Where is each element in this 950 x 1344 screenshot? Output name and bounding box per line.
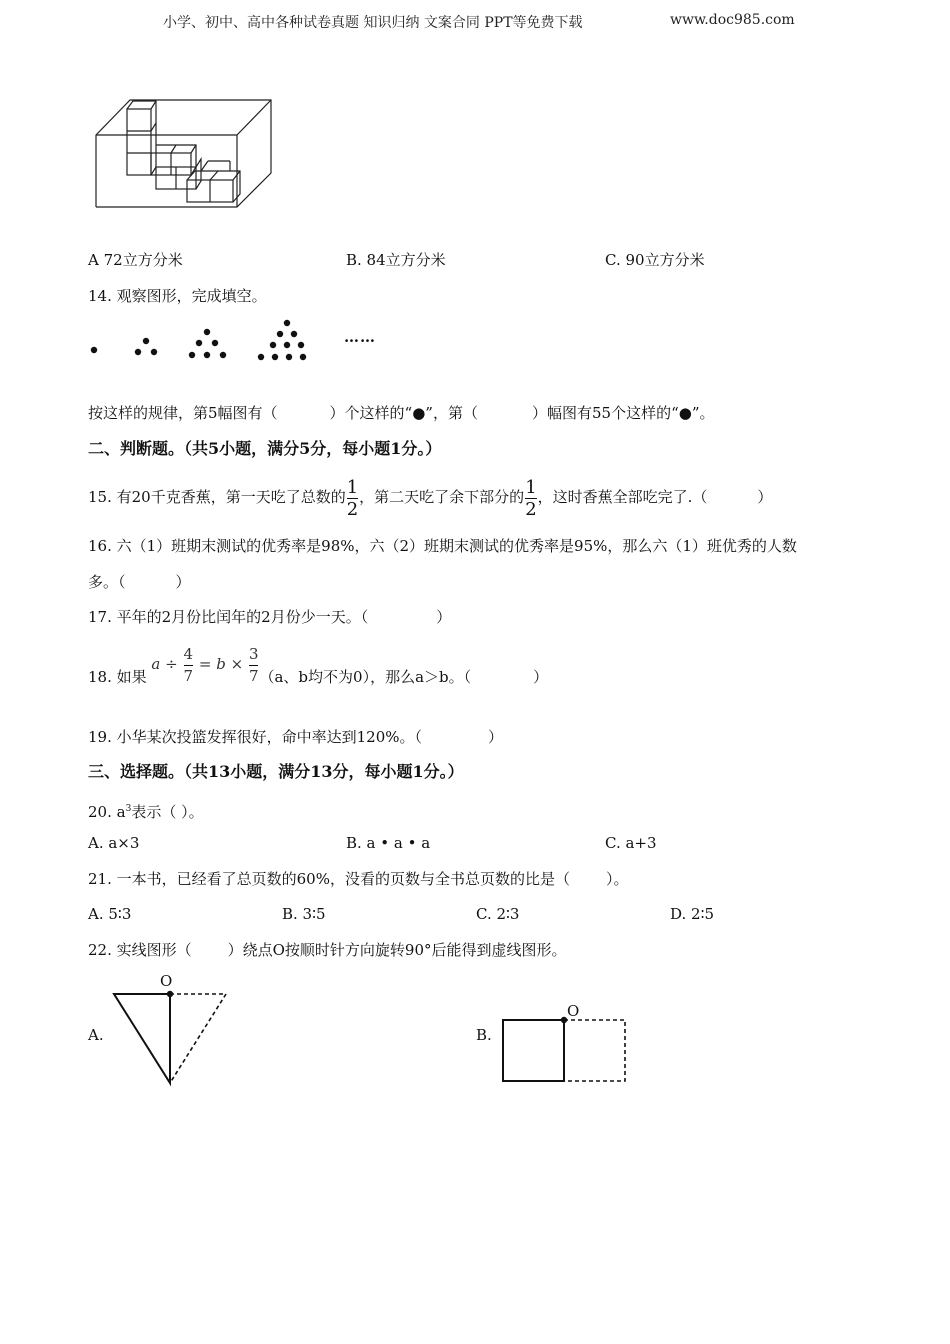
q22-a-point-label: O — [160, 972, 173, 990]
q18-fraction-2 — [249, 645, 259, 686]
q15-text-a: 15. 有20千克香蕉，第一天吃了总数的 — [88, 488, 346, 506]
dot-pattern-figure — [85, 315, 335, 365]
q15-fraction-2 — [525, 478, 536, 519]
q16-line1: 16. 六（1）班期末测试的优秀率是98%，六（2）班期末测试的优秀率是95%，那么六（1）班优秀的人数 — [88, 537, 797, 555]
q17-text-b: ） — [436, 608, 452, 626]
q20-pre: 20. a — [88, 803, 126, 821]
q22-option-b-label[interactable]: B. — [476, 1026, 492, 1044]
q18-equation — [151, 625, 259, 703]
section3-title: 三、选择题。（共13小题，满分13分，每小题1分。） — [88, 762, 464, 781]
q21-option-a[interactable]: A. 5∶3 — [88, 905, 132, 923]
q18-var-a: a — [151, 655, 161, 673]
q13-option-b[interactable]: B. 84立方分米 — [346, 251, 446, 269]
q15-line — [88, 476, 772, 519]
q22-option-a-figure[interactable] — [108, 988, 233, 1088]
q20-option-c[interactable]: C. a+3 — [605, 834, 657, 852]
q13-option-c[interactable]: C. 90立方分米 — [605, 251, 705, 269]
q18-frac1-den: 7 — [183, 666, 194, 685]
q16-text-b: ） — [175, 573, 191, 591]
q20-option-a[interactable]: A. a×3 — [88, 834, 140, 852]
header-left-text: 小学、初中、高中各种试卷真题 知识归纳 文案合同 PPT等免费下载 — [163, 15, 583, 31]
q18-eq-sign: = — [198, 655, 212, 673]
q22-text-b: ）绕点O按顺时针方向旋转90°后能得到虚线图形。 — [227, 941, 567, 959]
q18-var-b: b — [216, 655, 226, 673]
q17-line — [88, 607, 451, 627]
q14-fill-b: ）个这样的“●”，第（ — [329, 404, 478, 422]
q18-frac2-den: 7 — [248, 666, 259, 685]
q22-b-point-label: O — [567, 1002, 580, 1020]
q15-fraction-1 — [347, 478, 358, 519]
q14-fill-line — [88, 403, 715, 423]
q22-text-a: 22. 实线图形（ — [88, 941, 192, 959]
q20-superscript: 3 — [125, 804, 132, 814]
q22-option-a-label[interactable]: A. — [88, 1026, 104, 1044]
q21-option-c[interactable]: C. 2∶3 — [476, 905, 520, 923]
q18-frac1-num: 4 — [183, 644, 194, 663]
header-url[interactable]: www.doc985.com — [670, 12, 795, 28]
q21-stem-line — [88, 869, 628, 889]
q18-fraction-1 — [184, 645, 194, 686]
q15-frac2-den: 2 — [525, 498, 537, 520]
q20-stem — [88, 799, 204, 822]
q18-frac2-num: 3 — [248, 644, 259, 663]
q15-frac1-num: 1 — [346, 476, 359, 498]
q18-div-sign: ÷ — [165, 655, 178, 673]
q21-option-b[interactable]: B. 3∶5 — [282, 905, 326, 923]
q19-line — [88, 727, 503, 747]
q15-text-b: ，第二天吃了余下部分的 — [359, 488, 525, 506]
q18-prefix: 18. 如果 — [88, 668, 147, 686]
q21-stem: 21. 一本书，已经看了总页数的60%，没看的页数与全书总页数的比是（ — [88, 870, 570, 888]
q20-post: 表示（ ）。 — [131, 803, 204, 821]
q18-times-sign: × — [230, 655, 244, 673]
q21-close: ）。 — [605, 870, 629, 888]
section2-title: 二、判断题。（共5小题，满分5分，每小题1分。） — [88, 439, 442, 458]
q14-fill-a: 按这样的规律，第5幅图有（ — [88, 404, 278, 422]
q18-suffix: （a、b均不为0），那么a＞b。（ — [259, 668, 472, 686]
dot-ellipsis: …… — [344, 328, 376, 346]
q18-line — [88, 638, 548, 717]
q15-frac1-den: 2 — [346, 498, 359, 520]
q15-text-d: ） — [757, 488, 773, 506]
q17-text-a: 17. 平年的2月份比闰年的2月份少一天。（ — [88, 608, 369, 626]
q22-option-b-figure[interactable] — [498, 1014, 630, 1086]
q19-text-a: 19. 小华某次投篮发挥很好，命中率达到120%。（ — [88, 728, 423, 746]
q18-close: ） — [533, 668, 549, 686]
q14-stem: 14. 观察图形，完成填空。 — [88, 287, 267, 305]
q16-text-a: 多。（ — [88, 573, 126, 591]
q22-stem-line — [88, 940, 567, 960]
q20-option-b[interactable]: B. a • a • a — [346, 834, 431, 852]
q15-frac2-num: 1 — [525, 476, 537, 498]
q15-text-c: ，这时香蕉全部吃完了.（ — [537, 488, 708, 506]
q14-fill-c: ）幅图有55个这样的“●”。 — [531, 404, 715, 422]
cube-box-figure — [90, 95, 280, 210]
q16-line2 — [88, 572, 191, 592]
q19-text-b: ） — [488, 728, 504, 746]
q21-option-d[interactable]: D. 2∶5 — [670, 905, 715, 923]
q13-option-a[interactable]: A 72立方分米 — [88, 251, 183, 269]
